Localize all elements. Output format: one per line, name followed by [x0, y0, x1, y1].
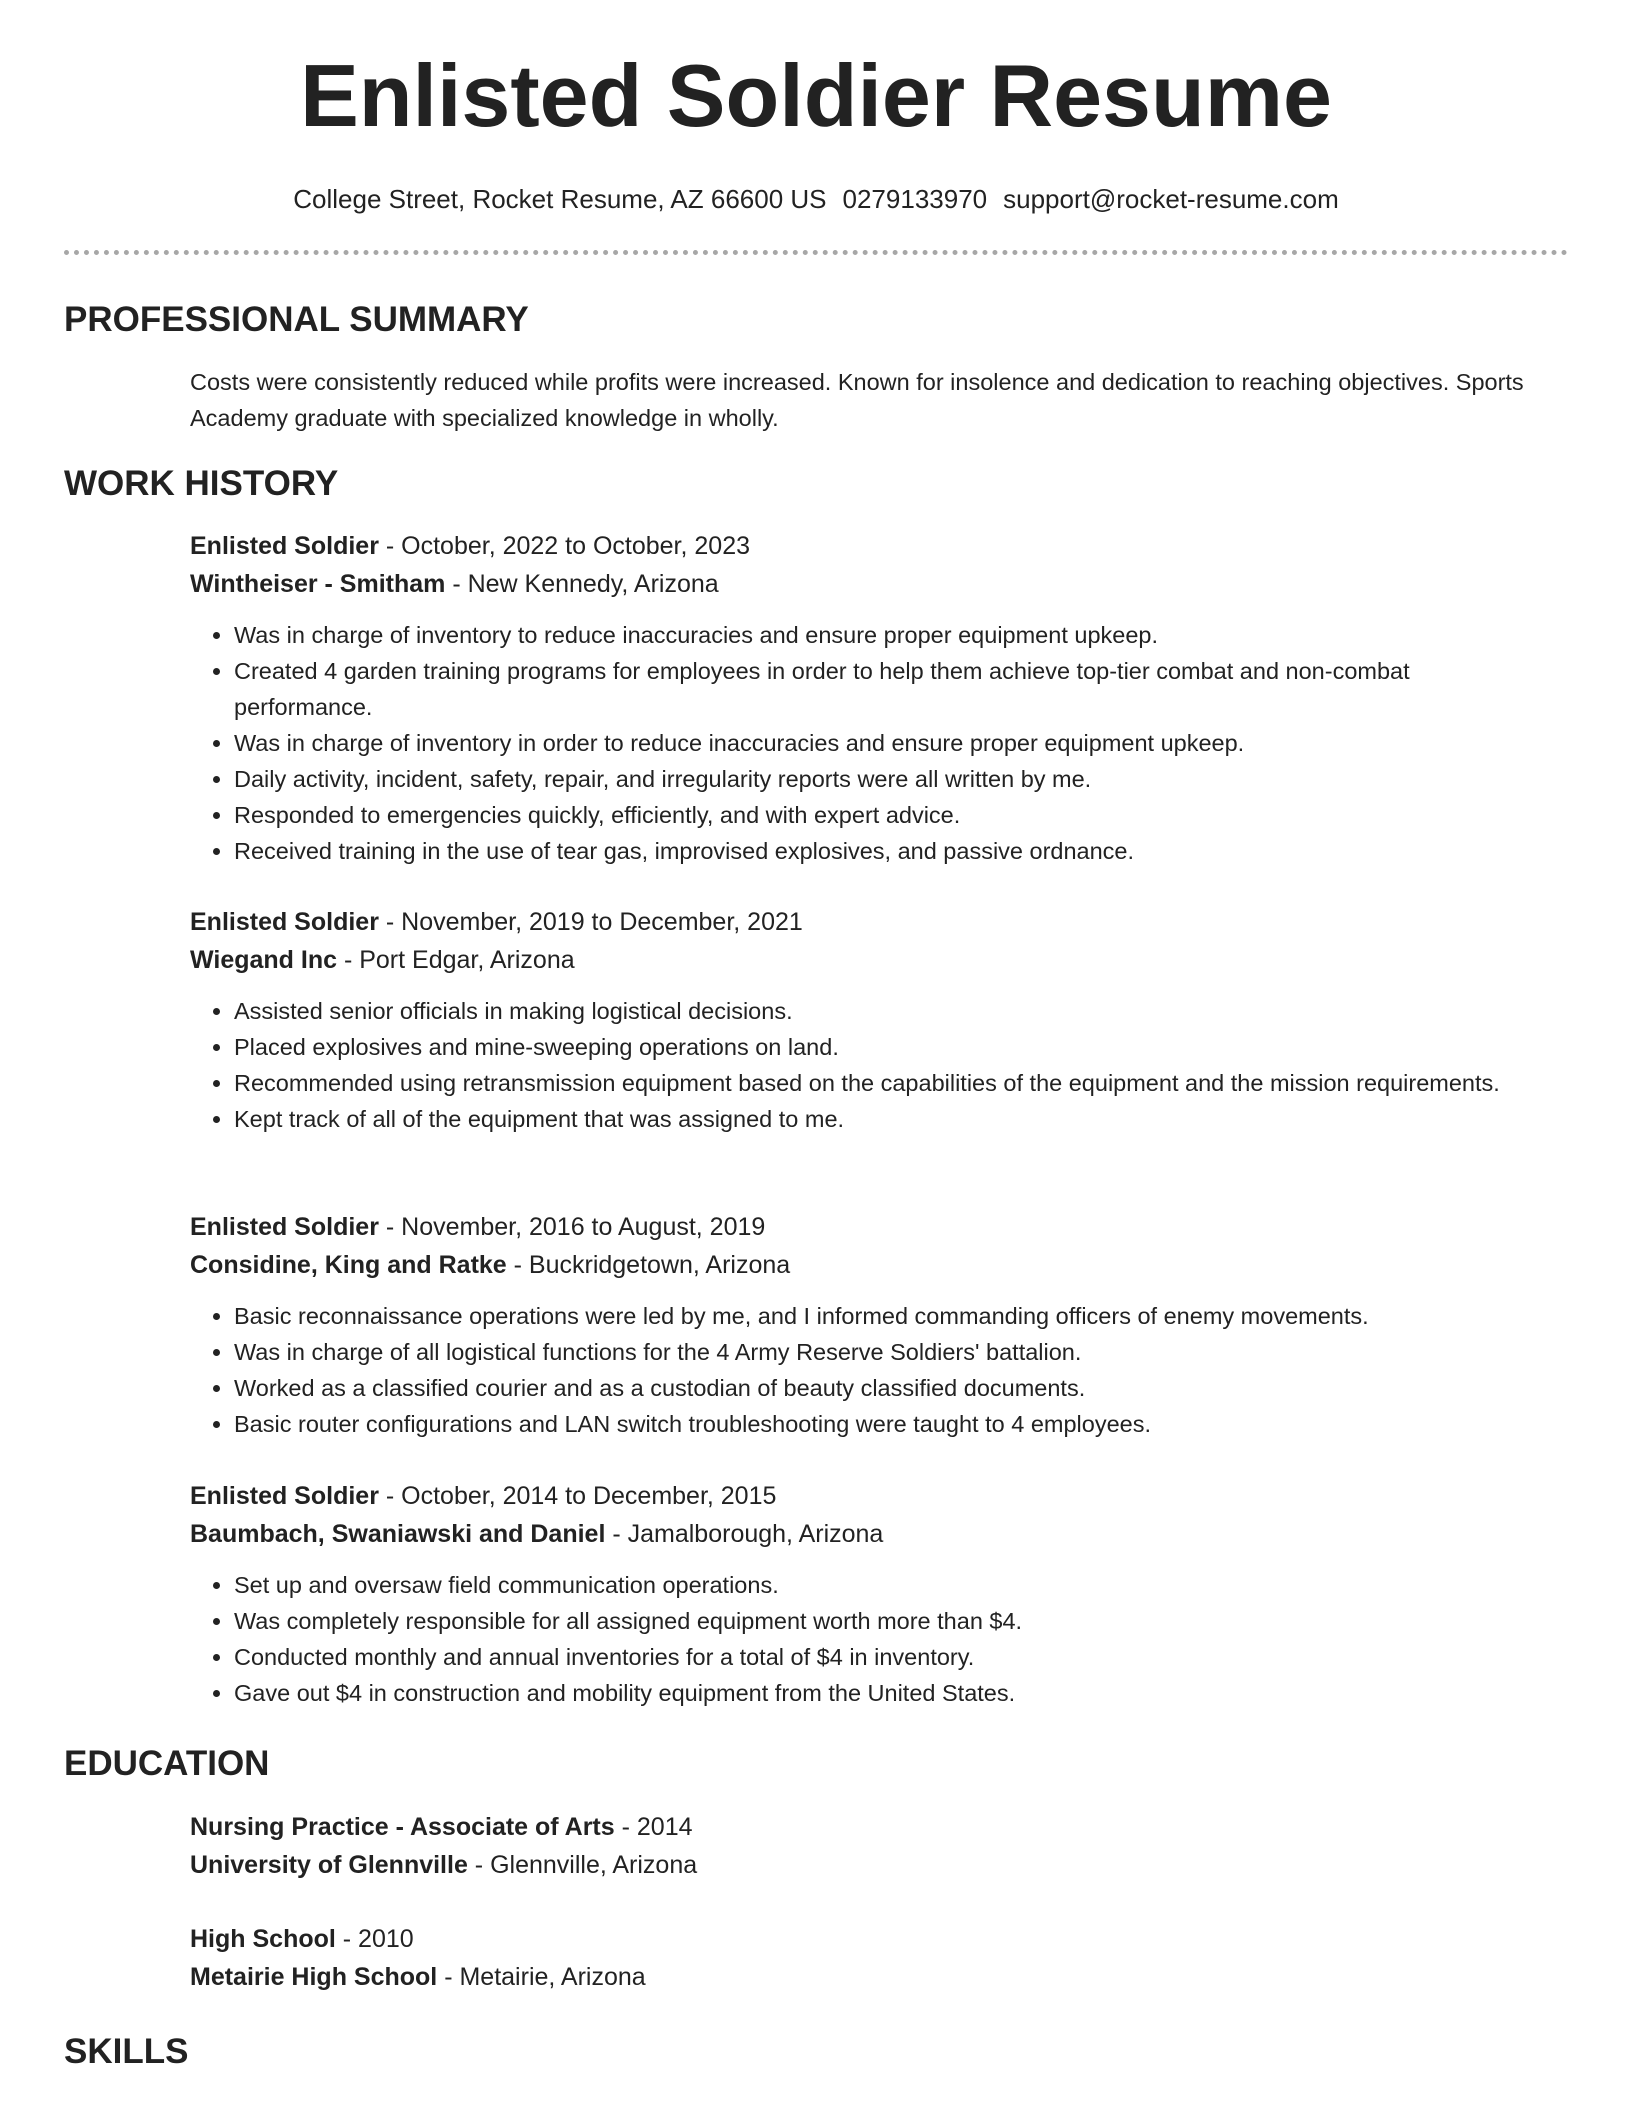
contact-email[interactable]: support@rocket-resume.com — [1003, 184, 1339, 214]
job-bullet: • Daily activity, incident, safety, repair, and irregularity reports were all written by me. — [234, 761, 1550, 797]
job-title: Enlisted Soldier — [190, 1482, 379, 1510]
job-title-line — [190, 527, 1550, 565]
job-dates: - October, 2022 to October, 2023 — [378, 532, 751, 560]
job-dates: - November, 2019 to December, 2021 — [378, 908, 803, 936]
job-bullet: • Recommended using retransmission equipment based on the capabilities of the equipment and the mission requirements. — [234, 1065, 1550, 1101]
job-bullet: • Created 4 garden training programs for employees in order to help them achieve top-tier combat and non-combat performance. — [234, 653, 1550, 725]
job-bullet: • Was in charge of inventory in order to reduce inaccuracies and ensure proper equipment upkeep. — [234, 725, 1550, 761]
job-location: - Jamalborough, Arizona — [605, 1520, 884, 1548]
contact-line — [0, 183, 1632, 215]
job-dates: - November, 2016 to August, 2019 — [378, 1213, 766, 1241]
job-title: Enlisted Soldier — [190, 1213, 379, 1241]
education-degree-line — [190, 1808, 1550, 1846]
job-bullet: • Kept track of all of the equipment that was assigned to me. — [234, 1101, 1550, 1137]
education-degree: High School — [190, 1925, 336, 1953]
job-bullet: • Responded to emergencies quickly, efficiently, and with expert advice. — [234, 797, 1550, 833]
education-school-line — [190, 1958, 1550, 1996]
job-bullet: • Placed explosives and mine-sweeping operations on land. — [234, 1029, 1550, 1065]
job-company: Considine, King and Ratke — [190, 1251, 507, 1279]
job-bullet: • Was in charge of inventory to reduce inaccuracies and ensure proper equipment upkeep. — [234, 617, 1550, 653]
job-location: - New Kennedy, Arizona — [445, 570, 719, 598]
resume-title: Enlisted Soldier Resume — [300, 46, 1332, 145]
job-bullet: • Was completely responsible for all assigned equipment worth more than $4. — [234, 1603, 1550, 1639]
education-degree: Nursing Practice - Associate of Arts — [190, 1813, 615, 1841]
education-entry — [190, 1808, 1550, 1884]
education-entry — [190, 1920, 1550, 1996]
header-divider — [64, 250, 1568, 255]
job-bullet-list — [190, 1567, 1550, 1711]
education-year: - 2014 — [614, 1813, 693, 1841]
job-title: Enlisted Soldier — [190, 532, 379, 560]
education-degree-line — [190, 1920, 1550, 1958]
job-company-line — [190, 1246, 1550, 1284]
job-entry — [190, 527, 1550, 869]
education-location: - Glennville, Arizona — [467, 1851, 698, 1879]
job-title-line — [190, 1477, 1550, 1515]
job-company-line — [190, 941, 1550, 979]
job-entry — [190, 903, 1550, 1137]
education-school-line — [190, 1846, 1550, 1884]
job-bullet-list — [190, 617, 1550, 869]
job-bullet-list — [190, 1298, 1550, 1442]
education-year: - 2010 — [335, 1925, 414, 1953]
job-company: Wintheiser - Smitham — [190, 570, 446, 598]
job-company: Wiegand Inc — [190, 946, 338, 974]
job-bullet-list — [190, 993, 1550, 1137]
job-company: Baumbach, Swaniawski and Daniel — [190, 1520, 606, 1548]
job-bullet: • Was in charge of all logistical functions for the 4 Army Reserve Soldiers' battalion. — [234, 1334, 1550, 1370]
job-title-line — [190, 903, 1550, 941]
job-location: - Buckridgetown, Arizona — [506, 1251, 791, 1279]
job-location: - Port Edgar, Arizona — [337, 946, 575, 974]
job-dates: - October, 2014 to December, 2015 — [378, 1482, 777, 1510]
education-school: Metairie High School — [190, 1963, 438, 1991]
job-bullet: • Basic reconnaissance operations were led by me, and I informed commanding officers of enemy movements. — [234, 1298, 1550, 1334]
job-company-line — [190, 565, 1550, 603]
section-heading-work-history: WORK HISTORY — [64, 464, 339, 503]
job-company-line — [190, 1515, 1550, 1553]
summary-text: Costs were consistently reduced while profits were increased. Known for insolence and dedication to reaching objectives. Sports Academy graduate with specialized knowledge in wholly. — [190, 369, 1524, 431]
job-bullet: • Gave out $4 in construction and mobility equipment from the United States. — [234, 1675, 1550, 1711]
job-bullet: • Set up and oversaw field communication operations. — [234, 1567, 1550, 1603]
job-bullet: • Basic router configurations and LAN switch troubleshooting were taught to 4 employees. — [234, 1406, 1550, 1442]
section-heading-skills: SKILLS — [64, 2032, 189, 2071]
job-title-line — [190, 1208, 1550, 1246]
job-entry — [190, 1208, 1550, 1442]
job-entry — [190, 1477, 1550, 1711]
job-bullet: • Conducted monthly and annual inventories for a total of $4 in inventory. — [234, 1639, 1550, 1675]
contact-phone: 0279133970 — [842, 184, 988, 214]
section-heading-summary: PROFESSIONAL SUMMARY — [64, 300, 529, 339]
job-title: Enlisted Soldier — [190, 908, 379, 936]
job-bullet: • Worked as a classified courier and as a custodian of beauty classified documents. — [234, 1370, 1550, 1406]
job-bullet: • Assisted senior officials in making logistical decisions. — [234, 993, 1550, 1029]
section-heading-education: EDUCATION — [64, 1744, 270, 1783]
education-school: University of Glennville — [190, 1851, 468, 1879]
job-bullet: • Received training in the use of tear gas, improvised explosives, and passive ordnance. — [234, 833, 1550, 869]
contact-address: College Street, Rocket Resume, AZ 66600 US — [293, 184, 827, 214]
education-location: - Metairie, Arizona — [437, 1963, 646, 1991]
